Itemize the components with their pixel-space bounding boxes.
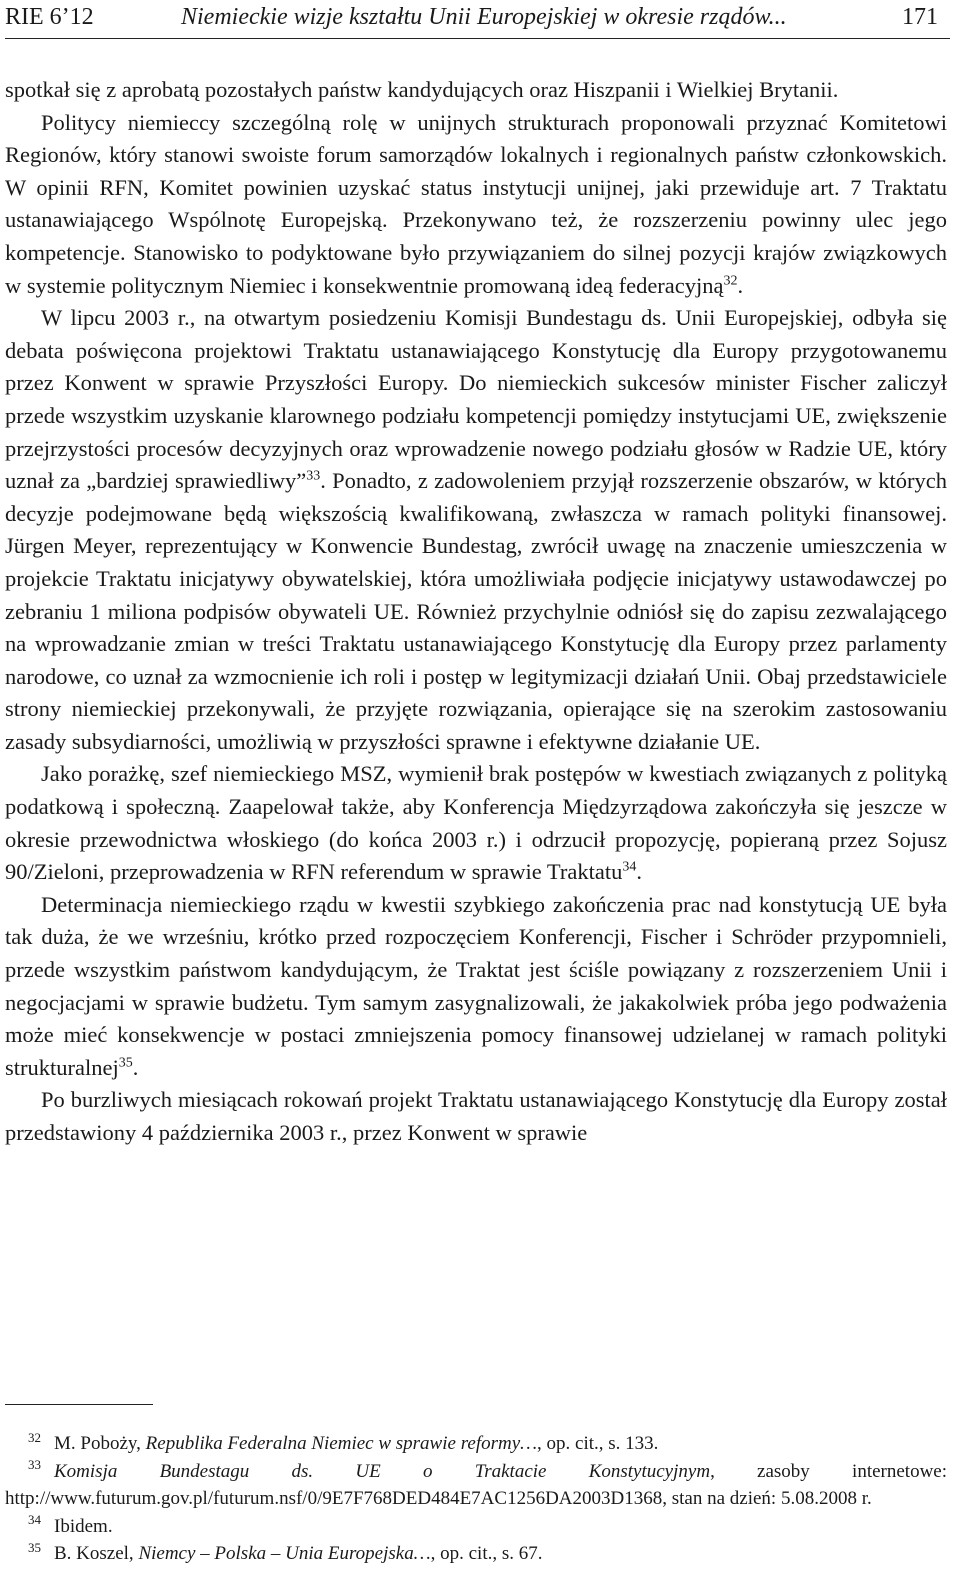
journal-label: RIE 6’12 bbox=[5, 4, 94, 30]
paragraph-5-text: Determinacja niemieckiego rządu w kwestii szybkiego zakończenia prac nad konstytucją UE była tak duża, że we wrześniu, krótko przed rozpoczęciem Konferencji, Fischer i Schröder przypomnieli, przede wszystkim państwom kandydującym, że Traktat jest ściśle powiązany z rozszerzeniem Unii i negocjacjami w sprawie budżetu. Tym samym zasygnalizowali, że jakakolwiek próba jego podważenia może mieć konsekwencje w postaci zmniejszenia pomocy finansowej udzielanej w ramach polityki strukturalnej bbox=[5, 891, 947, 1080]
paragraph-3 bbox=[5, 302, 947, 758]
footnote-separator bbox=[5, 1404, 153, 1405]
footnote-34 bbox=[5, 1513, 947, 1541]
paragraph-5 bbox=[5, 889, 947, 1085]
footnote-ref-33[interactable]: 33 bbox=[306, 468, 321, 484]
paragraph-5-end: . bbox=[132, 1054, 139, 1080]
footnote-citation: , op. cit., s. 133. bbox=[537, 1433, 659, 1454]
footnote-title: Komisja Bundestagu ds. UE o Traktacie Konstytucyjnym bbox=[54, 1460, 711, 1482]
page-number: 171 bbox=[902, 4, 938, 30]
paragraph-4-end: . bbox=[636, 859, 642, 885]
footnote-citation: , op. cit., s. 67. bbox=[430, 1543, 543, 1564]
footnote-number: 34 bbox=[28, 1512, 41, 1528]
footnote-33 bbox=[5, 1458, 947, 1513]
footnote-text: M. Poboży, bbox=[54, 1433, 146, 1454]
footnotes bbox=[5, 1430, 947, 1568]
paragraph-4-text: Jako porażkę, szef niemieckiego MSZ, wymienił brak postępów w kwestiach związanych z polityką podatkową i społeczną. Zaapelował także, aby Konferencja Międzyrządowa zakończyła się jeszcze w okresie przewodnictwa włoskiego (do końca 2003 r.) i odrzucił propozycję, popieraną przez Sojusz 90/Zieloni, przeprowadzenia w RFN referendum w sprawie Traktatu bbox=[5, 761, 947, 885]
paragraph-2 bbox=[5, 107, 947, 303]
article-body bbox=[5, 74, 947, 1150]
footnote-number: 35 bbox=[28, 1539, 41, 1555]
footnote-number: 32 bbox=[28, 1429, 41, 1445]
footnote-35 bbox=[5, 1540, 947, 1568]
footnote-text: Ibidem. bbox=[54, 1515, 113, 1537]
running-header bbox=[5, 2, 950, 39]
footnote-citation: , zasoby internetowe: http://www.futurum.gov.pl/futurum.nsf/0/9E7F768DED484E7AC1256DA2003D1368, stan na dzień: 5.08.2008 r. bbox=[5, 1460, 948, 1509]
footnote-title: Republika Federalna Niemiec w sprawie reformy… bbox=[145, 1433, 538, 1454]
paragraph-6: Po burzliwych miesiącach rokowań projekt Traktatu ustanawiającego Konstytucję dla Europy został przedstawiony 4 października 2003 r., przez Konwent w sprawie bbox=[5, 1087, 947, 1145]
paragraph-2-end: . bbox=[737, 272, 744, 298]
paragraph-1: spotkał się z aprobatą pozostałych państw kandydujących oraz Hiszpanii i Wielkiej Brytanii. bbox=[5, 77, 839, 102]
paragraph-2-text: Politycy niemieccy szczególną rolę w unijnych strukturach proponowali przyznać Komitetowi Regionów, który stanowi swoiste forum samorządów lokalnych i regionalnych państw członkowskich. W opinii RFN, Komitet powinien uzyskać status instytucji unijnej, jaki przewiduje art. 7 Traktatu ustanawiającego Wspólnotę Europejską. Przekonywano też, że rozszerzeniu powinny ulec jego kompetencje. Stanowisko to podyktowane było przywiązaniem do silnej pozycji krajów związkowych w systemie politycznym Niemiec i konsekwentnie promowaną ideą federacyjną bbox=[5, 109, 947, 298]
footnote-32 bbox=[5, 1430, 947, 1458]
footnote-ref-34[interactable]: 34 bbox=[622, 859, 637, 875]
paragraph-3-text-a: W lipcu 2003 r., na otwartym posiedzeniu Komisji Bundestagu ds. Unii Europejskiej, odbyła się debata poświęcona projektowi Traktatu ustanawiającego Konstytucję dla Europy przygotowanemu przez Konwent w sprawie Przyszłości Europy. Do niemieckich sukcesów minister Fischer zaliczył przede wszystkim uzyskanie klarownego podziału kompetencji pomiędzy instytucjami UE, zwiększenie przejrzystości procesów decyzyjnych oraz wprowadzenie nowego podziału głosów w Radzie UE, który uznał za „bardziej sprawiedliwy” bbox=[5, 305, 947, 494]
paragraph-3-text-b: . Ponadto, z zadowoleniem przyjął rozszerzenie obszarów, w których decyzje podejmowane będą większością kwalifikowaną, zwłaszcza w ramach polityki finansowej. Jürgen Meyer, reprezentujący w Konwencie Bundestag, zwrócił uwagę na znaczenie umieszczenia w projekcie Traktatu inicjatywy obywatelskiej, która umożliwiała podjęcie inicjatywy ustawodawczej po zebraniu 1 miliona podpisów obywateli UE. Również przychylnie odniósł się do zapisu zezwalającego na wprowadzanie zmian w treści Traktatu ustanawiającego Konstytucję dla Europy przez parlamenty narodowe, co uznał za wzmocnienie ich roli i postęp w legitymizacji działań Unii. Obaj przedstawiciele strony niemieckiej przekonywali, że przyjęte rozwiązania, opierające się na szerokim zastosowaniu zasady subsydiarności, umożliwią w przyszłości sprawne i efektywne działanie UE. bbox=[5, 468, 947, 754]
footnote-title: Niemcy – Polska – Unia Europejska… bbox=[138, 1543, 431, 1564]
running-title: Niemieckie wizje kształtu Unii Europejskiej w okresie rządów... bbox=[181, 4, 787, 30]
footnote-ref-32[interactable]: 32 bbox=[723, 273, 738, 289]
paragraph-4 bbox=[5, 758, 947, 888]
footnote-number: 33 bbox=[28, 1457, 41, 1473]
footnote-ref-35[interactable]: 35 bbox=[118, 1055, 133, 1071]
footnote-text: B. Koszel, bbox=[54, 1543, 139, 1564]
